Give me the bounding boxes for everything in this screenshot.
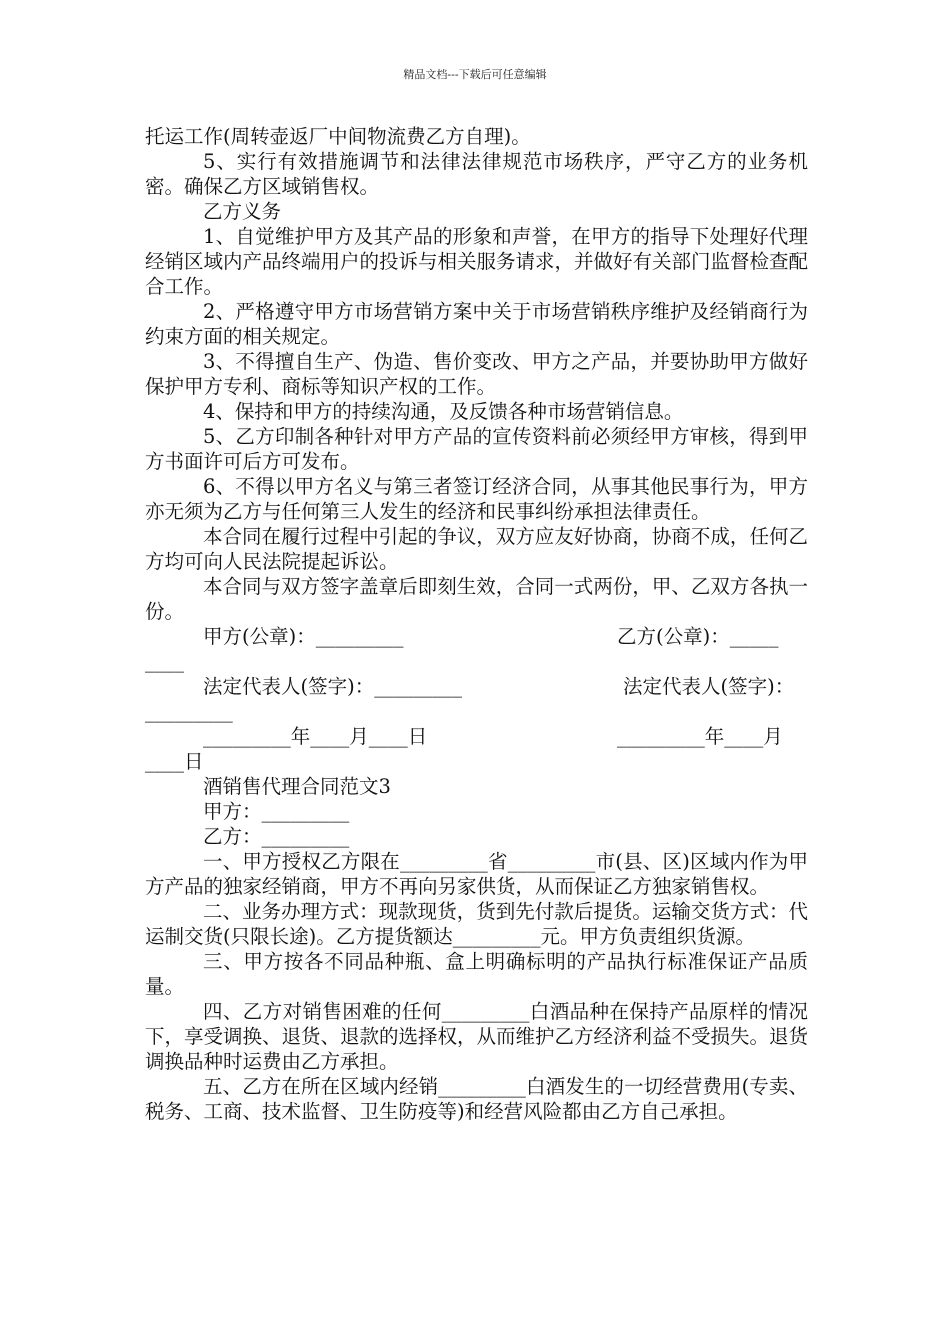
signature-date-row: [145, 724, 808, 749]
contract-3-clause-4: 四、乙方对销售困难的任何_________白酒品种在保持产品原样的情况下，享受调换、退货、退款的选择权，从而维护乙方经济利益不受损失。退货调换品种时运费由乙方承担。: [145, 1000, 809, 1073]
paragraph-effective: 本合同与双方签字盖章后即刻生效，合同一式两份，甲、乙双方各执一份。: [145, 575, 808, 623]
contract-3-clause-5: 五、乙方在所在区域内经销_________白酒发生的一切经营费用(专卖、税务、工商、技术监督、卫生防疫等)和经营风险都由乙方自己承担。: [145, 1075, 808, 1123]
party-a-representative: 法定代表人(签字)：_________: [203, 675, 462, 698]
party-a-date: _________年____月____日: [203, 725, 428, 748]
party-b-date-continuation: ____日: [145, 750, 204, 773]
party-b-representative: 法定代表人(签字)：: [623, 675, 795, 698]
section-heading-party-b-duties: 乙方义务: [203, 200, 282, 223]
party-b-representative-continuation: _________: [145, 700, 233, 723]
paragraph-duty-6: 6、不得以甲方名义与第三者签订经济合同，从事其他民事行为，甲方亦无须为乙方与任何第三人发生的经济和民事纠纷承担法律责任。: [145, 475, 808, 523]
paragraph-duty-4: 4、保持和甲方的持续沟通，及反馈各种市场营销信息。: [203, 400, 684, 423]
party-b-seal: 乙方(公章)：_____: [617, 625, 779, 648]
party-a-seal: 甲方(公章)：_________: [203, 625, 404, 648]
signature-rep-row: [145, 674, 808, 699]
contract-3-clause-3: 三、甲方按各不同品种瓶、盒上明确标明的产品执行标准保证产品质量。: [145, 950, 808, 998]
paragraph-market-order: 5、实行有效措施调节和法律法律规范市场秩序，严守乙方的业务机密。确保乙方区域销售权。: [145, 150, 808, 198]
paragraph-duty-1: 1、自觉维护甲方及其产品的形象和声誉，在甲方的指导下处理好代理经销区域内产品终端用户的投诉与相关服务请求，并做好有关部门监督检查配合工作。: [145, 225, 809, 298]
contract-3-title: 酒销售代理合同范文3: [203, 775, 391, 798]
paragraph-dispute: 本合同在履行过程中引起的争议，双方应友好协商，协商不成，任何乙方均可向人民法院提起诉讼。: [145, 525, 808, 573]
paragraph-duty-3: 3、不得擅自生产、伪造、售价变改、甲方之产品，并要协助甲方做好保护甲方专利、商标等知识产权的工作。: [145, 350, 808, 398]
contract-3-party-b: 乙方：_________: [203, 825, 350, 848]
paragraph-transport: 托运工作(周转壶返厂中间物流费乙方自理)。: [145, 125, 531, 148]
paragraph-duty-2: 2、严格遵守甲方市场营销方案中关于市场营销秩序维护及经销商行为约束方面的相关规定。: [145, 300, 808, 348]
page-header: 精品文档---下载后可任意编辑: [403, 68, 547, 81]
contract-3-party-a: 甲方：_________: [203, 800, 350, 823]
contract-3-clause-1: 一、甲方授权乙方限在_________省_________市(县、区)区域内作为甲方产品的独家经销商，甲方不再向另家供货，从而保证乙方独家销售权。: [145, 850, 808, 898]
signature-seal-row: [145, 624, 808, 649]
party-b-date: _________年____月: [617, 725, 783, 748]
contract-3-clause-2: 二、业务办理方式：现款现货，货到先付款后提货。运输交货方式：代运制交货(只限长途)。乙方提货额达_________元。甲方负责组织货源。: [145, 900, 808, 948]
paragraph-duty-5: 5、乙方印制各种针对甲方产品的宣传资料前必须经甲方审核，得到甲方书面许可后方可发布。: [145, 425, 808, 473]
party-b-seal-continuation: ____: [145, 650, 184, 673]
document-body: [145, 124, 808, 1124]
